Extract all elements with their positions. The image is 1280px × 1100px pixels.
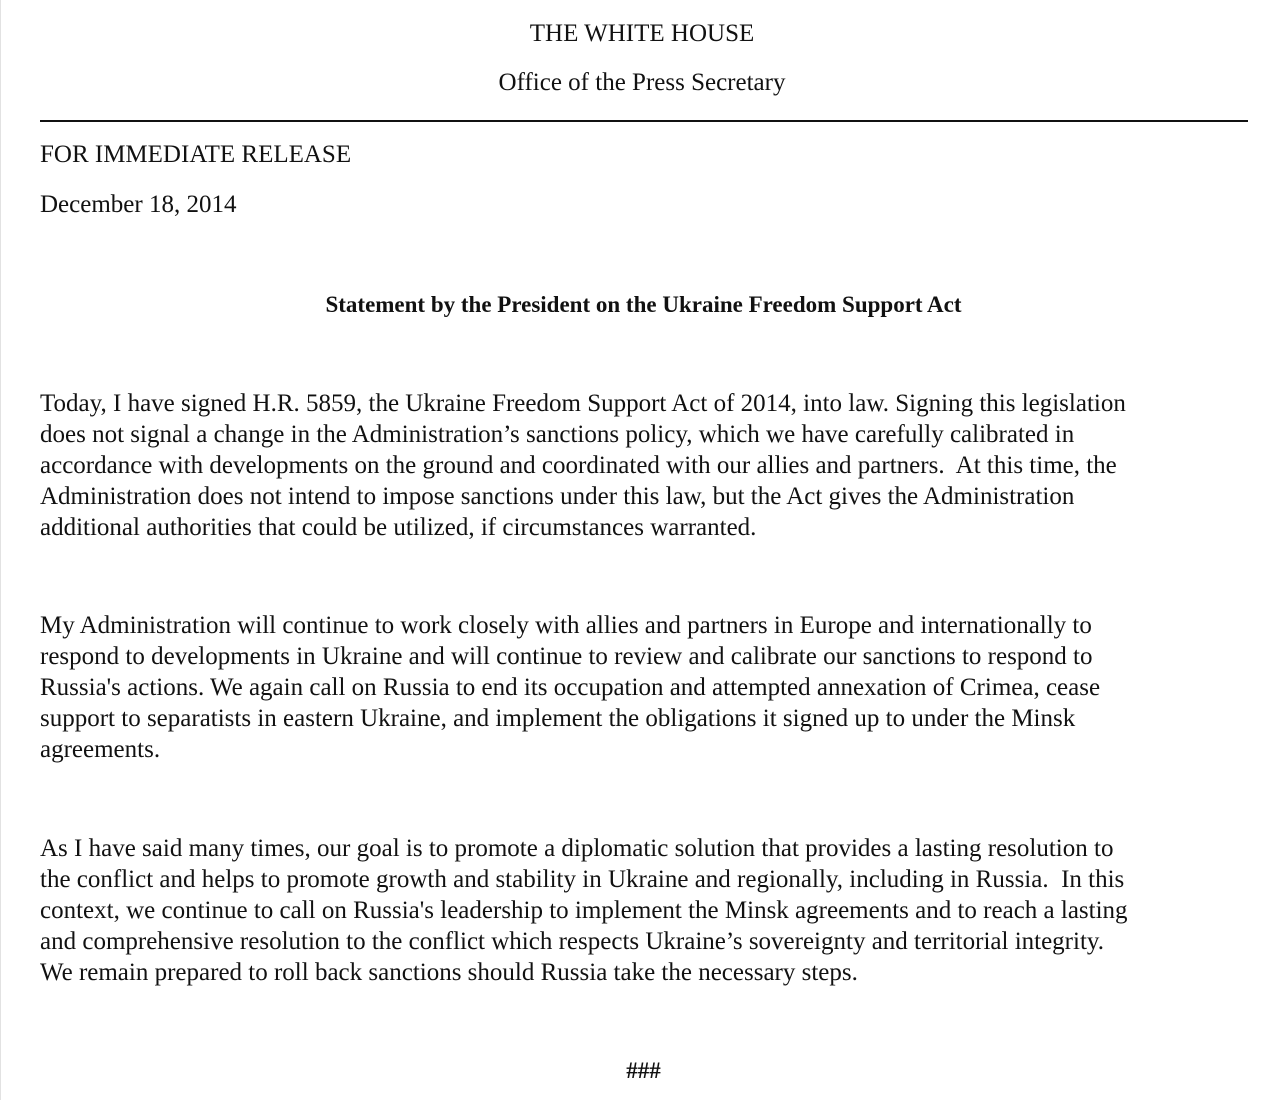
- statement-paragraph-2: [40, 610, 1250, 765]
- release-date: December 18, 2014: [40, 191, 237, 218]
- paragraph-line: Today, I have signed H.R. 5859, the Ukraine Freedom Support Act of 2014, into law. Signing this legislation: [40, 390, 1126, 417]
- office-subheading: Office of the Press Secretary: [498, 69, 786, 96]
- statement-title: Statement by the President on the Ukraine Freedom Support Act: [325, 292, 962, 317]
- paragraph-line: and comprehensive resolution to the conflict which respects Ukraine’s sovereignty and territorial integrity.: [40, 928, 1105, 955]
- paragraph-line: context, we continue to call on Russia's leadership to implement the Minsk agreements and to reach a lasting: [40, 897, 1128, 924]
- statement-paragraph-3: [40, 833, 1250, 988]
- paragraph-line: accordance with developments on the ground and coordinated with our allies and partners. At this time, the: [40, 452, 1117, 479]
- paragraph-line: Administration does not intend to impose sanctions under this law, but the Act gives the Administration: [40, 483, 1075, 510]
- paragraph-line: respond to developments in Ukraine and will continue to review and calibrate our sanctions to respond to: [40, 643, 1093, 670]
- header-divider: [40, 120, 1248, 122]
- paragraph-line: the conflict and helps to promote growth and stability in Ukraine and regionally, including in Russia. In this: [40, 866, 1125, 893]
- statement-paragraph-1: [40, 388, 1250, 543]
- paragraph-line: Russia's actions. We again call on Russia to end its occupation and attempted annexation of Crimea, cease: [40, 674, 1101, 701]
- paragraph-line: As I have said many times, our goal is to promote a diplomatic solution that provides a lasting resolution to: [40, 835, 1114, 862]
- paragraph-line: additional authorities that could be utilized, if circumstances warranted.: [40, 514, 757, 541]
- end-of-release-mark: ###: [626, 1058, 661, 1083]
- organization-heading: THE WHITE HOUSE: [529, 20, 755, 47]
- paragraph-line: support to separatists in eastern Ukraine, and implement the obligations it signed up to under the Minsk: [40, 705, 1076, 732]
- paragraph-line: does not signal a change in the Administration’s sanctions policy, which we have carefully calibrated in: [40, 421, 1075, 448]
- paragraph-line: My Administration will continue to work closely with allies and partners in Europe and internationally to: [40, 612, 1092, 639]
- paragraph-line: agreements.: [40, 736, 161, 763]
- paragraph-line: We remain prepared to roll back sanctions should Russia take the necessary steps.: [40, 959, 858, 986]
- release-label: FOR IMMEDIATE RELEASE: [40, 141, 352, 168]
